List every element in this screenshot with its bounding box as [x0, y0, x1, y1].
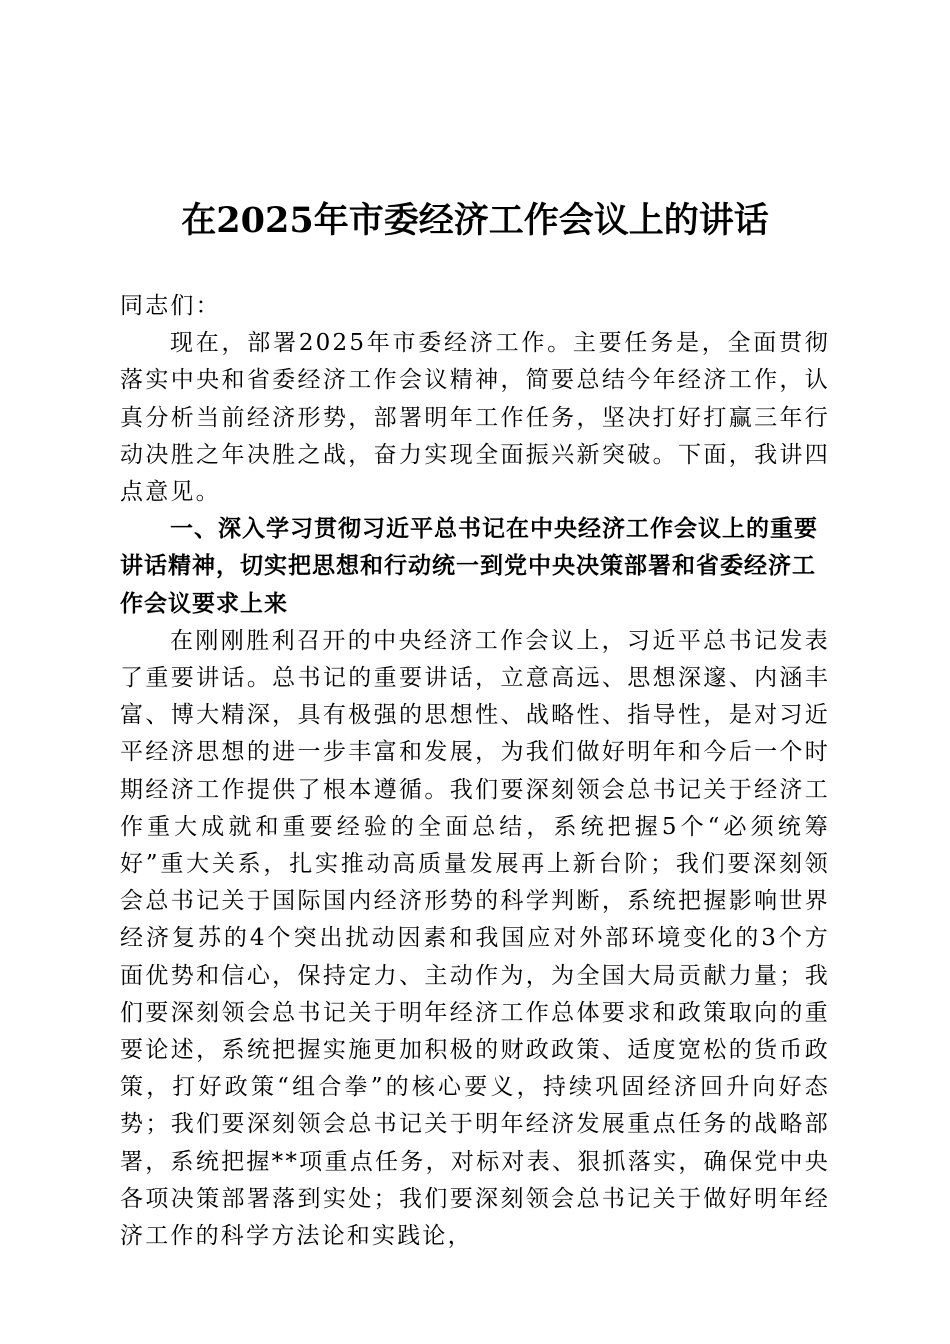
intro-paragraph: 现在，部署2025年市委经济工作。主要任务是，全面贯彻落实中央和省委经济工作会议精神，简要总结今年经济工作，认真分析当前经济形势，部署明年工作任务，坚决打好打赢三年行动决胜之年决胜之战，奋力实现全面振兴新突破。下面，我讲四点意见。	[120, 330, 830, 506]
salutation: 同志们：	[120, 293, 221, 319]
section-heading: 一、深入学习贯彻习近平总书记在中央经济工作会议上的重要讲话精神，切实把思想和行动统一到党中央决策部署和省委经济工作会议要求上来	[120, 516, 818, 617]
section-paragraph: 在刚刚胜利召开的中央经济工作会议上，习近平总书记发表了重要讲话。总书记的重要讲话，立意高远、思想深邃、内涵丰富、博大精深，具有极强的思想性、战略性、指导性，是对习近平经济思想的进一步丰富和发展，为我们做好明年和今后一个时期经济工作提供了根本遵循。我们要深刻领会总书记关于经济工作重大成就和重要经验的全面总结，系统把握5个“必须统筹好”重大关系，扎实推动高质量发展再上新台阶；我们要深刻领会总书记关于国际国内经济形势的科学判断，系统把握影响世界经济复苏的4个突出扰动因素和我国应对外部环境变化的3个方面优势和信心，保持定力、主动作为，为全国大局贡献力量；我们要深刻领会总书记关于明年经济工作总体要求和政策取向的重要论述，系统把握实施更加积极的财政政策、适度宽松的货币政策，打好政策“组合拳”的核心要义，持续巩固经济回升向好态势；我们要深刻领会总书记关于明年经济发展重点任务的战略部署，系统把握**项重点任务，对标对表、狠抓落实，确保党中央各项决策部署落到实处；我们要深刻领会总书记关于做好明年经济工作的科学方法论和实践论，	[120, 627, 830, 1250]
document-body	[120, 288, 830, 1255]
document-title: 在2025年市委经济工作会议上的讲话	[181, 200, 769, 241]
